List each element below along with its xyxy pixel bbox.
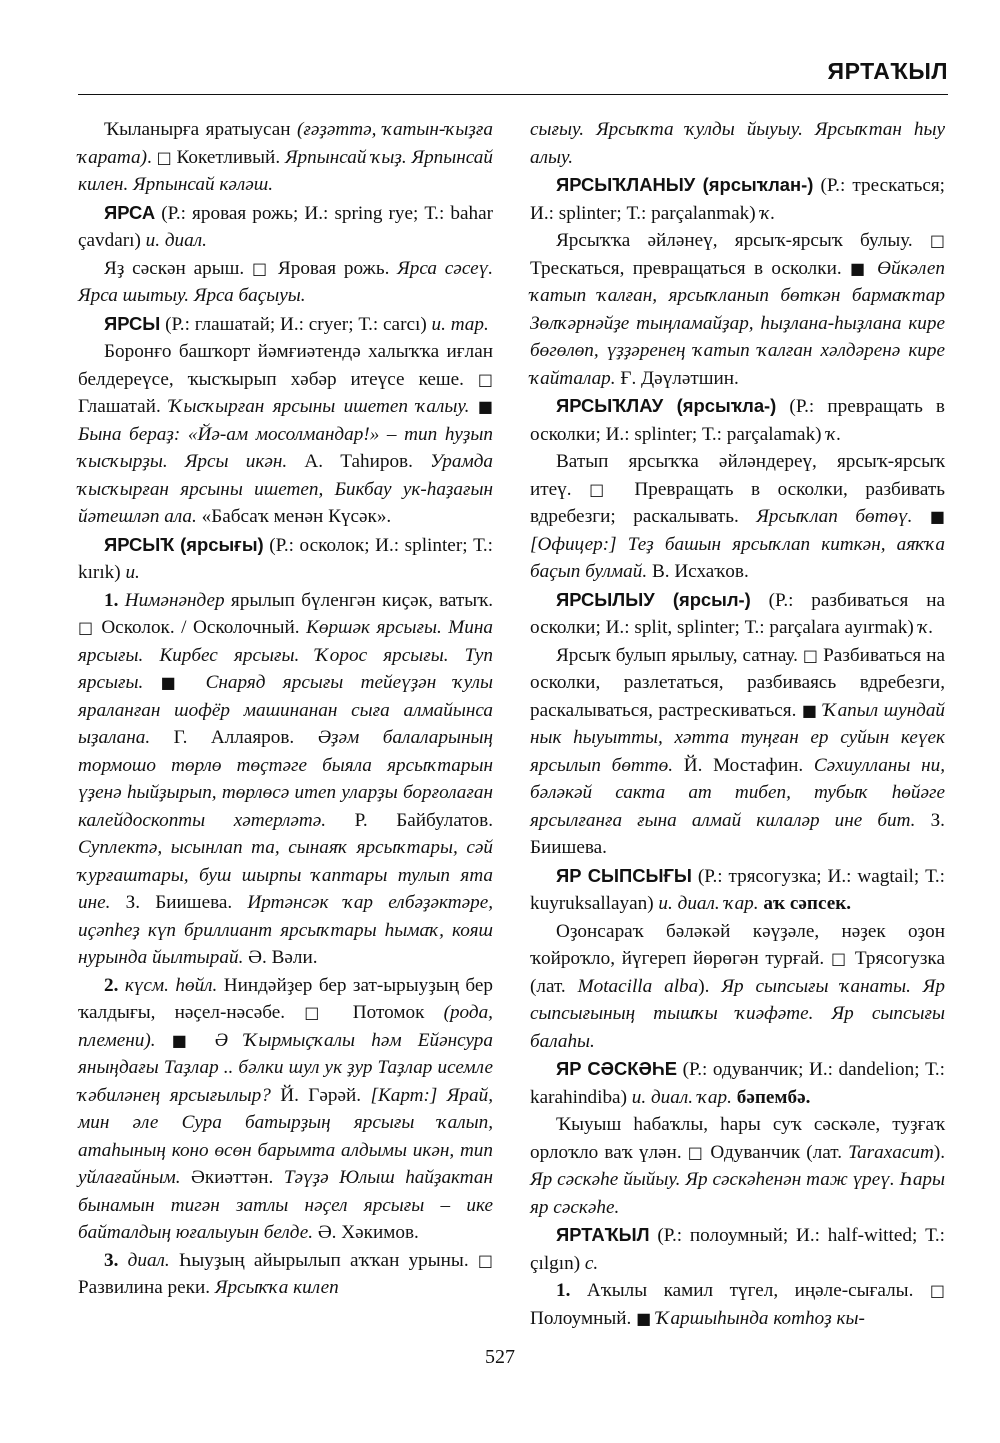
- entry-paragraph: [530, 448, 945, 586]
- headword: ЯРСЫҠЛАНЫУ (ярсыҡлан-): [556, 174, 814, 195]
- entry-paragraph: [78, 116, 493, 199]
- entry-heading: [530, 586, 945, 642]
- italic-text: Ҡаршыһында котһоҙ кы-: [656, 1307, 865, 1329]
- italic-text: Ярсыҡлап бөтөү.: [756, 506, 913, 527]
- entry-heading: [530, 392, 945, 448]
- text-run: Ниндәйҙер бер зат-ырыуҙың бер ҡалдығы, нәҫел-нәсәбе.: [78, 974, 494, 1023]
- text-run: (Р.: глашатай; И.: cryer; Т.: carcı): [160, 313, 432, 335]
- text-run: З. Биишева.: [530, 809, 945, 858]
- entry-paragraph: [530, 227, 945, 392]
- text-run: ярылып бүленгән киҫәк, ватыҡ.: [224, 589, 493, 611]
- text-run: Аҡылы камил түгел, иңәле-сығалы.: [570, 1280, 930, 1301]
- text-run: Ватып ярсыҡҡа әйләндереү, ярсыҡ-ярсыҡ итеү.: [530, 451, 945, 500]
- entry-heading: [530, 862, 945, 918]
- text-run: А. Таһиров.: [287, 451, 431, 472]
- italic-text: и. диал. ҡар.: [658, 893, 759, 914]
- text-run: Оҙонсараҡ бәләкәй кәүҙәле, нәҙек оҙон ҡойроҡло, йүгереп йөрөгән турғай.: [530, 920, 945, 969]
- text-run: [156, 1030, 172, 1051]
- bold-text: 1.: [104, 589, 119, 611]
- italic-text: Ярпынсай ҡыҙ. Ярпынсай килен. Ярпынсай кәләш.: [78, 146, 493, 195]
- translation-marker-icon: □: [477, 1250, 493, 1270]
- text-run: (Р.: трясогузка; И.: wagtail; Т.: kuyruksallayan): [530, 865, 945, 914]
- text-run: Ҡыуыш һабаҡлы, һары суҡ сәскәле, туҙғаҡ орлоҡло ваҡ үлән.: [530, 1114, 945, 1163]
- text-run: Әкиәттән.: [180, 1167, 284, 1188]
- headword: ЯР СӘСКӘҺЕ: [556, 1058, 678, 1079]
- italic-text: (рода, племени).: [78, 1002, 493, 1051]
- right-column: [530, 116, 945, 1332]
- text-run: Потомок: [333, 1002, 444, 1023]
- entry-heading: [78, 199, 493, 255]
- italic-text: [Офицер:] Теҙ башын ярсыҡлап киткән, аяҡҡа баҫып булмай.: [530, 533, 945, 582]
- text-run: З. Биишева.: [110, 892, 248, 913]
- italic-text: с.: [584, 1252, 599, 1274]
- text-run: Г. Аллаяров.: [150, 727, 318, 748]
- italic-text: Ҡысҡырған ярсыны ишетеп ҡалыу.: [169, 396, 470, 417]
- italic-text: Ярса сәсеү. Ярса шытыу. Ярса баҫыуы.: [78, 257, 493, 306]
- entry-heading: [530, 1221, 945, 1277]
- text-run: [118, 1250, 127, 1271]
- headword: ЯРСЫЛЫУ (ярсыл-): [556, 588, 751, 610]
- entry-paragraph: [78, 587, 493, 972]
- running-head: ЯРТАҠЫЛ: [827, 58, 948, 84]
- entry-paragraph: [78, 1247, 493, 1302]
- text-run: (Р.: полоумный; И.: half-witted; Т.: çılgın): [530, 1225, 945, 1274]
- entry-heading: [78, 310, 493, 339]
- translation-marker-icon: □: [929, 231, 945, 250]
- entry-paragraph: [78, 338, 493, 531]
- italic-text: Яр сыпсығы ҡанаты. Яр сыпсығының тышҡы ҡиәфәте. Яр сыпсығы балаһы.: [530, 975, 946, 1052]
- text-run: [198, 1030, 214, 1051]
- italic-text: ҡ.: [760, 202, 776, 224]
- text-run: (Р.: разбиваться на осколки; И.: split, splinter; Т.: parçalara ayırmak): [530, 589, 945, 638]
- bold-text: аҡ сәпсек.: [763, 893, 852, 914]
- text-run: ).: [933, 1141, 945, 1163]
- translation-marker-icon: □: [477, 369, 493, 389]
- italic-text: и. диал.: [145, 230, 207, 251]
- bold-text: 2.: [104, 974, 119, 996]
- text-run: Полоумный.: [530, 1307, 637, 1329]
- italic-text: Урамда ҡысҡырған ярсыны ишетеп, Бикбау ук-һаҙағын йәтешләп ала.: [78, 451, 493, 527]
- quote-marker-icon: ■: [160, 673, 189, 692]
- text-run: Одуванчик (лат.: [704, 1141, 849, 1163]
- left-column: [78, 116, 493, 1302]
- headword: ЯРСЫҠЛАУ (ярсыҡла-): [556, 395, 777, 416]
- translation-marker-icon: □: [929, 1281, 945, 1300]
- entry-paragraph: [530, 642, 945, 862]
- text-run: Й. Мостафин.: [673, 754, 814, 776]
- bold-text: 3.: [104, 1249, 119, 1271]
- bold-text: бәпембә.: [736, 1086, 811, 1108]
- page-number: 527: [485, 1346, 515, 1368]
- text-run: [188, 672, 205, 693]
- text-run: Ярсыҡҡа әйләнеү, ярсыҡ-ярсыҡ булыу.: [556, 230, 930, 251]
- headword: ЯРСЫ: [104, 312, 161, 334]
- text-run: [869, 258, 877, 279]
- text-run: Превращать в осколки, разбивать вдребезги; раскалывать.: [530, 478, 946, 527]
- text-run: (Р.: одуванчик; И.: dandelion; Т.: karahindiba): [530, 1059, 945, 1108]
- quote-marker-icon: ■: [801, 700, 818, 720]
- text-run: Кокетливый.: [171, 146, 285, 168]
- italic-text: Снаряд ярсығы тейеүҙән ҡулы яраланған шофёр машинанан сыға алмайынса ыҙалана.: [78, 672, 494, 748]
- translation-marker-icon: □: [252, 258, 271, 278]
- text-run: [912, 506, 929, 527]
- translation-marker-icon: □: [156, 147, 172, 167]
- text-run: Ярсыҡ булып ярылыу, сатнау.: [556, 644, 803, 666]
- text-run: В. Исхаҡов.: [647, 561, 749, 582]
- quote-marker-icon: ■: [171, 1030, 199, 1050]
- italic-text: Ҡапыл шундай нык һыуытты, хәтта туңған ер суйын кеүек ярсылып бөттө.: [530, 699, 946, 776]
- text-run: Развилина реки.: [78, 1277, 215, 1298]
- entry-paragraph: [530, 116, 945, 171]
- italic-text: ҡ.: [826, 423, 842, 445]
- headword: ЯРСЫҠ (ярсығы): [104, 533, 264, 555]
- quote-marker-icon: ■: [850, 258, 869, 278]
- italic-text: и. диал. ҡар.: [631, 1086, 732, 1108]
- translation-marker-icon: □: [687, 1142, 705, 1162]
- text-run: Осколок. / Осколочный.: [94, 617, 307, 638]
- text-run: Ә. Хәкимов.: [313, 1222, 419, 1243]
- headword: ЯРСА: [104, 201, 156, 223]
- text-run: Һыуҙың айырылып аҡҡан урыны.: [169, 1249, 478, 1271]
- text-run: (Р.: трескаться; И.: splinter; Т.: parçalanmak): [530, 175, 945, 224]
- italic-text: Суплектә, ысынлап та, сынаяҡ ярсыҡтары, сәй ҡурғаштары, буш шырпы ҡаптары тулып ята ине.: [78, 837, 493, 913]
- text-run: Р. Байбулатов.: [326, 809, 493, 831]
- text-run: Трескаться, превращаться в осколки.: [530, 257, 851, 279]
- italic-text: Көршәк ярсығы. Мина ярсығы. Кирбес ярсығы. Ҡорос ярсығы. Туп ярсығы.: [78, 617, 493, 693]
- text-run: Яровая рожь.: [270, 257, 398, 279]
- entry-heading: [78, 531, 493, 587]
- entry-heading: [530, 171, 945, 227]
- headword: ЯР СЫПСЫҒЫ: [556, 864, 692, 886]
- quote-marker-icon: ■: [636, 1308, 652, 1328]
- text-run: .: [146, 146, 157, 168]
- text-run: (Р.: превращать в осколки; И.: splinter; Т.: parçalamak): [530, 396, 945, 445]
- text-run: Й. Гәрәй.: [270, 1084, 371, 1106]
- text-run: [143, 672, 160, 693]
- italic-text: Тәүҙә Юлыш һайҙактан бынамын тигән затлы нәҫел ярсығы – ике байталдың юғалыуын белде.: [78, 1167, 493, 1243]
- bold-text: 1.: [556, 1280, 571, 1301]
- headword: ЯРТАҠЫЛ: [556, 1224, 650, 1245]
- text-run: (Р.: яровая рожь; И.: spring rye; Т.: bahar çavdarı): [78, 202, 493, 251]
- entry-paragraph: [78, 255, 493, 310]
- quote-marker-icon: ■: [929, 507, 945, 526]
- text-run: Трясогузка (лат.: [530, 948, 945, 997]
- italic-text: Бына бераҙ: «Йә-ам мосолмандар!» – тип һуҙып ҡысҡырҙы. Ярсы икән.: [78, 423, 493, 472]
- translation-marker-icon: □: [304, 1003, 334, 1022]
- text-run: Глашатай.: [78, 396, 170, 417]
- italic-text: Әҙәм балаларының тормошо төрлө төҫтәге быяла ярсыҡтарын үҙенә һыйҙырып, төрлөсә итеп уларҙы борғолаған калейдоскопты хәтерләтә.: [78, 727, 493, 831]
- italic-text: Ә Ҡырмыҫҡалы һәм Ейәнсура яныңдағы Таҙлар .. бәлки шул ук ҙур Таҙлар исемле ҡәбиләнең ярсығылыр?: [78, 1029, 493, 1106]
- quote-marker-icon: ■: [477, 397, 493, 416]
- text-run: Яҙ сәскән арыш.: [104, 257, 252, 279]
- italic-text: и.: [125, 562, 140, 583]
- italic-text: [Карт:] Ярай, мин әле Сура батырҙың ярсығы ҡалып, атаһының коно өсөн барымта алдымы икән, тип уйлағайным.: [78, 1084, 493, 1188]
- entry-paragraph: [530, 1111, 945, 1221]
- italic-text: Ярсыҡҡа килеп: [214, 1277, 339, 1298]
- italic-text: Taraxacum: [848, 1141, 934, 1163]
- text-run: Ҡыланырға яратыусан: [104, 119, 297, 140]
- italic-text: Өйкәлеп ҡатып ҡалған, ярсыҡланып бөткән бармаҡтар Зөлҡәрнәйҙе тыңламайҙар, һыҙлана-һыҙлана кире бөгөлөп, үҙҙәренең ҡатып ҡалған хәлдәренә кире ҡайталар.: [530, 257, 946, 389]
- text-run: (Р.: осколок; И.: splinter; Т.: kırık): [78, 534, 493, 583]
- text-run: ).: [698, 975, 722, 997]
- translation-marker-icon: □: [802, 645, 819, 665]
- header-rule: [78, 94, 948, 95]
- text-run: Боронғо башҡорт йәмғиәтендә халыҡҡа иғлан белдереүсе, ҡысҡырып хәбәр итеүсе кеше.: [78, 341, 493, 390]
- italic-text: Сәхиулланы ни, бәләкәй сакта ат тибеп, тубыҡ һөйәге ярсылғанға ғына алмай килаләр ине бит.: [530, 754, 945, 831]
- translation-marker-icon: □: [78, 618, 95, 637]
- italic-text: ҡ.: [918, 617, 934, 638]
- italic-text: диал.: [127, 1249, 170, 1271]
- italic-text: Motacilla alba: [577, 975, 699, 997]
- entry-paragraph: [530, 918, 945, 1056]
- text-run: [469, 396, 477, 417]
- translation-marker-icon: □: [589, 479, 617, 499]
- text-run: «Бабсаҡ менән Күсәк».: [196, 506, 392, 527]
- italic-text: Нимәнәндер: [124, 589, 225, 611]
- italic-text: күсм. һөйл.: [124, 974, 218, 996]
- italic-text: и. тар.: [431, 313, 489, 335]
- italic-text: (ғәҙәттә, ҡатын-ҡыҙға ҡарата): [78, 119, 493, 168]
- entry-paragraph: [78, 972, 493, 1247]
- italic-text: сығыу. Ярсыҡта ҡулды йыуыу. Ярсыҡтан һыу алыу.: [530, 119, 945, 168]
- entry-paragraph: [530, 1277, 945, 1332]
- translation-marker-icon: □: [830, 949, 849, 968]
- text-run: Ә. Вәли.: [243, 947, 318, 968]
- text-run: Разбиваться на осколки, разлетаться, разбиваясь вдребезги, раскалываться, растрескиваться.: [530, 644, 945, 721]
- text-run: Ғ. Дәүләтшин.: [615, 367, 739, 389]
- italic-text: Иртәнсәк ҡар елбәҙәктәре, иҫәпһеҙ күп бриллиант ярсыҡтары һымаҡ, кояш нурында йылтырай.: [78, 892, 494, 968]
- entry-heading: [530, 1055, 945, 1111]
- italic-text: Яр сәскәһе йыйыу. Яр сәскәһенән таж үреү. Һары яр сәскәһе.: [530, 1169, 945, 1218]
